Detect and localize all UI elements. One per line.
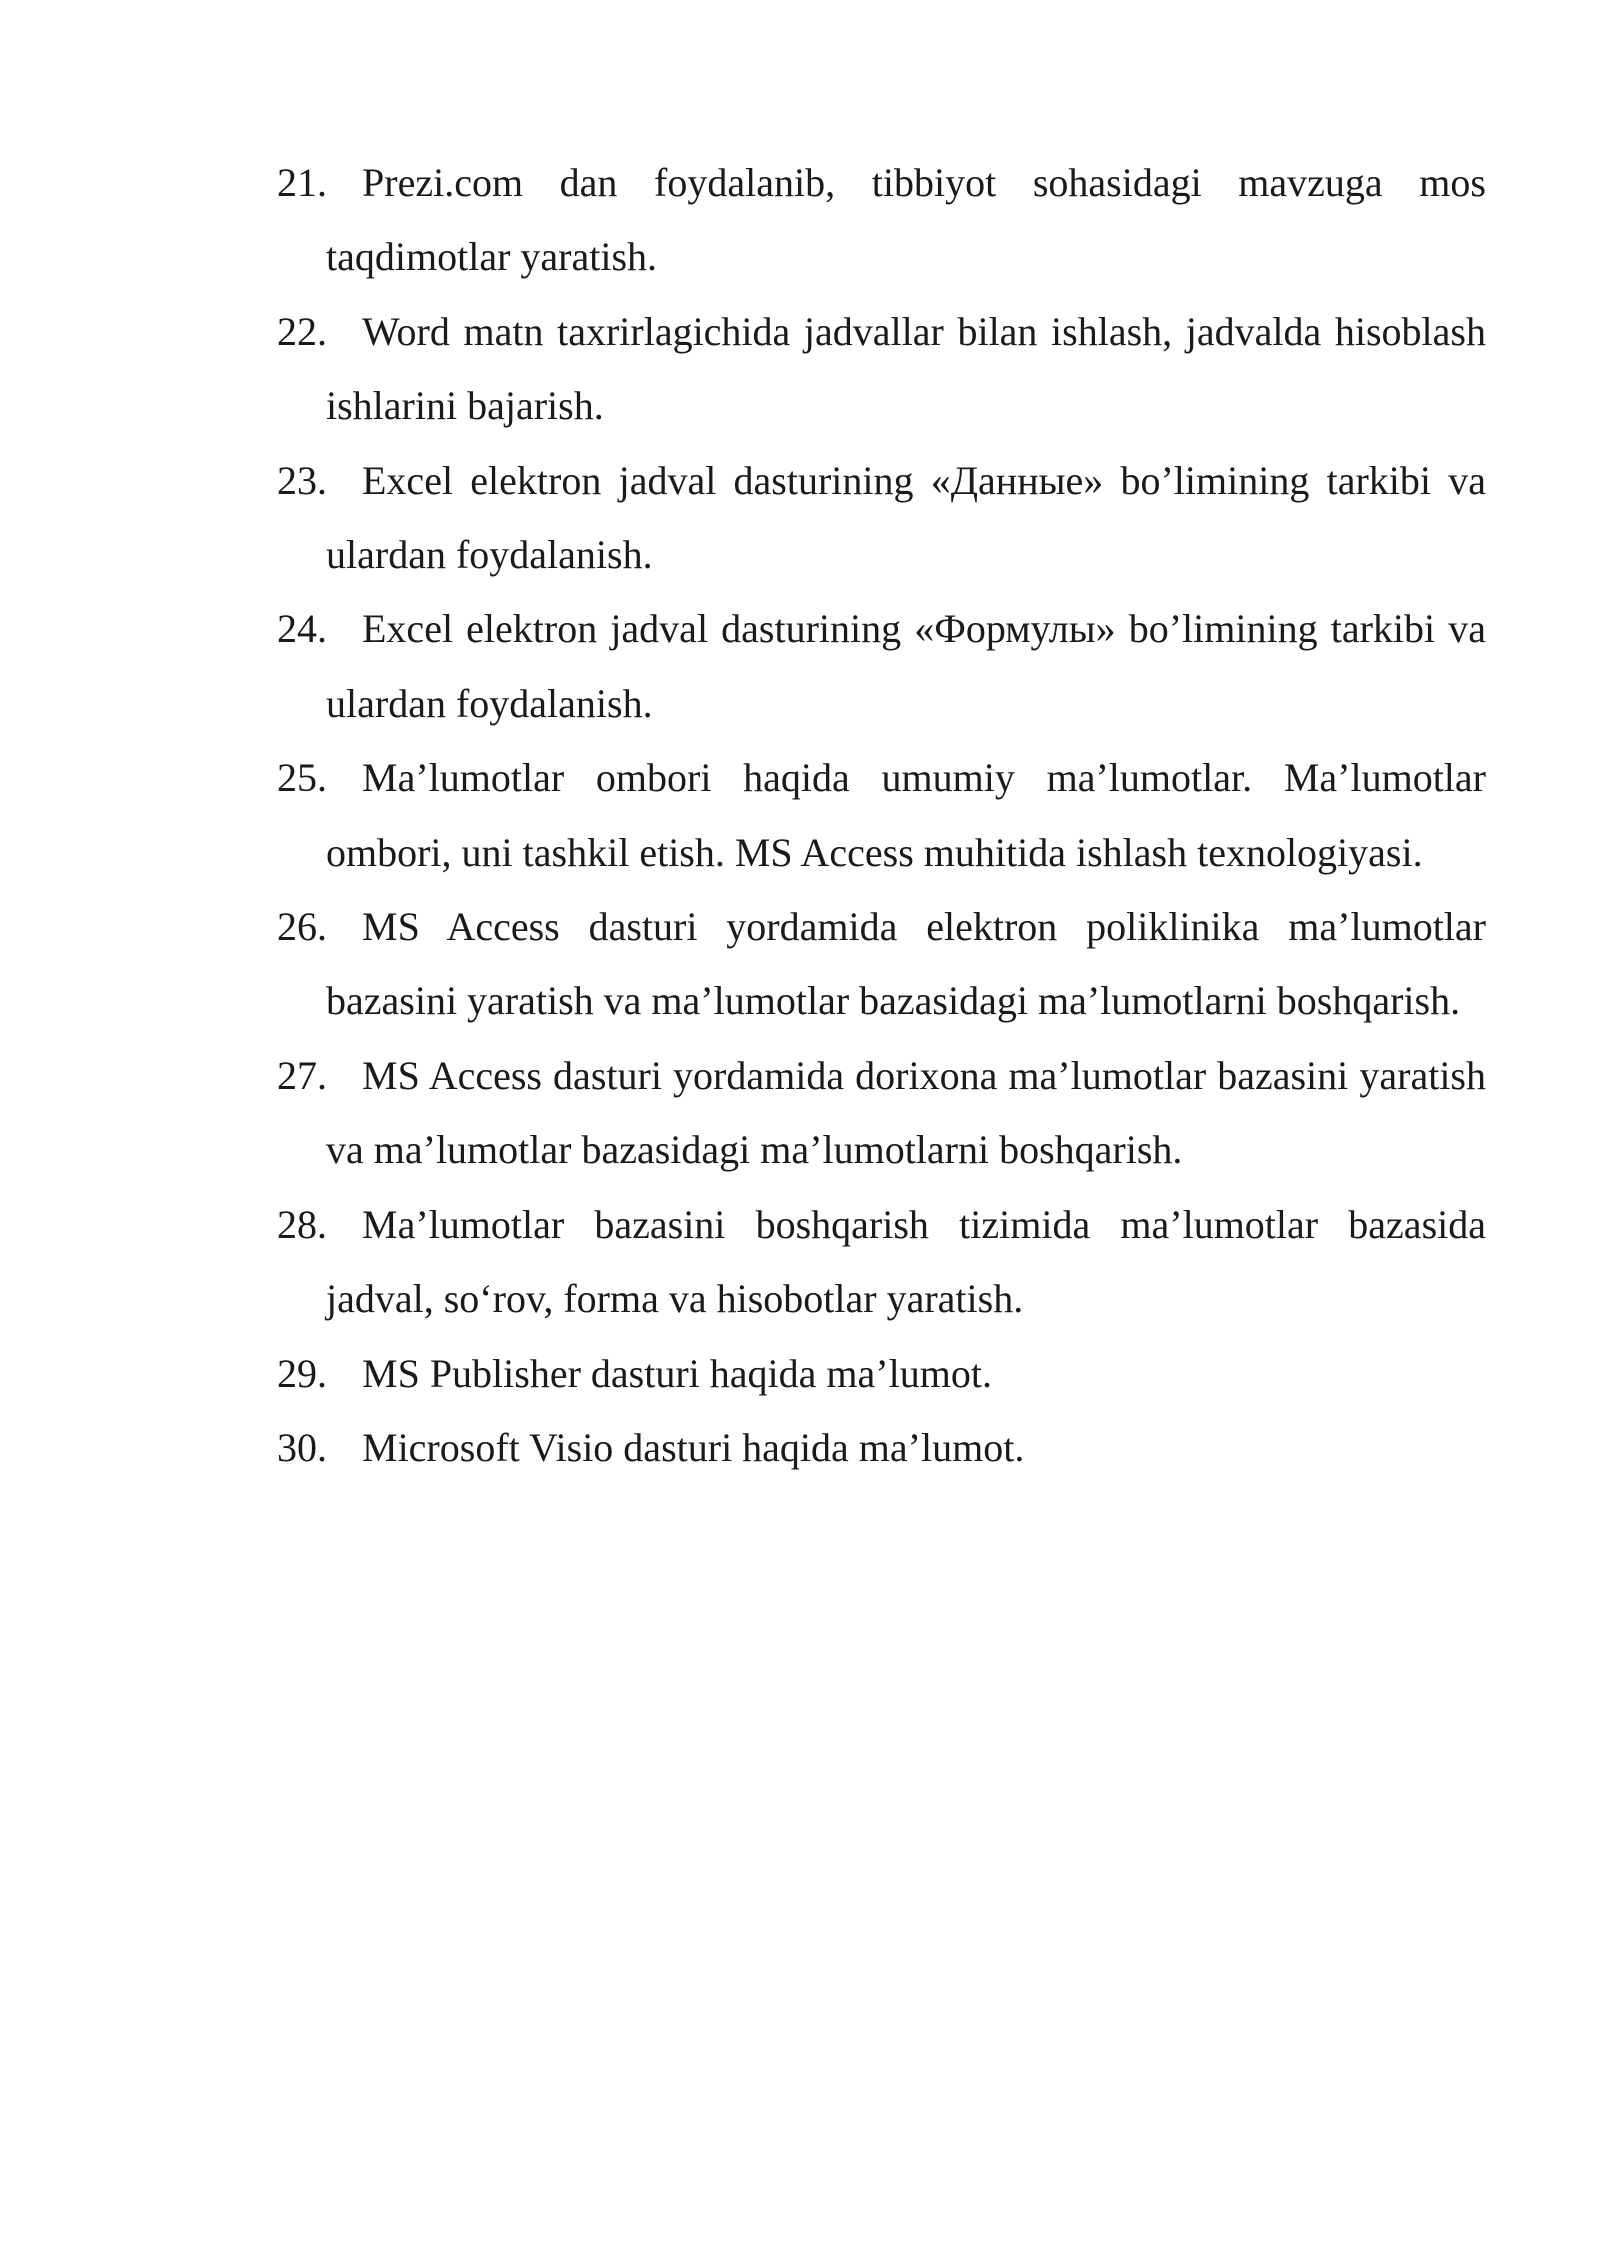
list-item-21 bbox=[277, 146, 1486, 295]
list-item-25 bbox=[277, 741, 1486, 890]
item-text: Microsoft Visio dasturi haqida ma’lumot. bbox=[362, 1424, 1025, 1470]
item-text: MS Access dasturi yordamida elektron poliklinika ma’lumotlar bazasini yaratish va ma’lumotlar bazasidagi ma’lumotlarni boshqarish. bbox=[326, 904, 1486, 1024]
list-item-27 bbox=[277, 1039, 1486, 1188]
list-item-28 bbox=[277, 1188, 1486, 1337]
list-item-22 bbox=[277, 295, 1486, 444]
item-text: Prezi.com dan foydalanib, tibbiyot sohasidagi mavzuga mos taqdimotlar yaratish. bbox=[326, 160, 1486, 280]
item-text: Excel elektron jadval dasturining «Данные» bo’limining tarkibi va ulardan foydalanish. bbox=[326, 457, 1486, 578]
item-text: Ma’lumotlar ombori haqida umumiy ma’lumotlar. Ma’lumotlar ombori, uni tashkil etish. MS Access muhitida ishlash texnologiyasi. bbox=[326, 755, 1486, 875]
item-number: 25. bbox=[277, 755, 327, 801]
item-number: 24. bbox=[277, 606, 327, 652]
item-number: 21. bbox=[277, 160, 327, 205]
item-text: MS Access dasturi yordamida dorixona ma’lumotlar bazasini yaratish va ma’lumotlar bazasidagi ma’lumotlarni boshqarish. bbox=[326, 1052, 1486, 1173]
item-text: MS Publisher dasturi haqida ma’lumot. bbox=[362, 1350, 992, 1396]
list-item-29 bbox=[277, 1337, 1486, 1411]
list-item-30 bbox=[277, 1411, 1486, 1485]
list-item-23 bbox=[277, 444, 1486, 593]
topic-list bbox=[277, 146, 1486, 1485]
item-text: Excel elektron jadval dasturining «Формулы» bo’limining tarkibi va ulardan foydalanish. bbox=[326, 606, 1486, 726]
item-number: 22. bbox=[277, 308, 327, 354]
item-number: 29. bbox=[277, 1350, 327, 1396]
item-text: Word matn taxrirlagichida jadvallar bilan ishlash, jadvalda hisoblash ishlarini bajarish. bbox=[326, 308, 1486, 429]
item-number: 30. bbox=[277, 1424, 327, 1470]
item-number: 26. bbox=[277, 904, 327, 950]
item-text: Ma’lumotlar bazasini boshqarish tizimida ma’lumotlar bazasida jadval, so‘rov, forma va hisobotlar yaratish. bbox=[326, 1201, 1486, 1322]
item-number: 28. bbox=[277, 1201, 327, 1247]
item-number: 23. bbox=[277, 457, 327, 503]
item-number: 27. bbox=[277, 1052, 327, 1098]
list-item-26 bbox=[277, 890, 1486, 1039]
list-item-24 bbox=[277, 592, 1486, 741]
